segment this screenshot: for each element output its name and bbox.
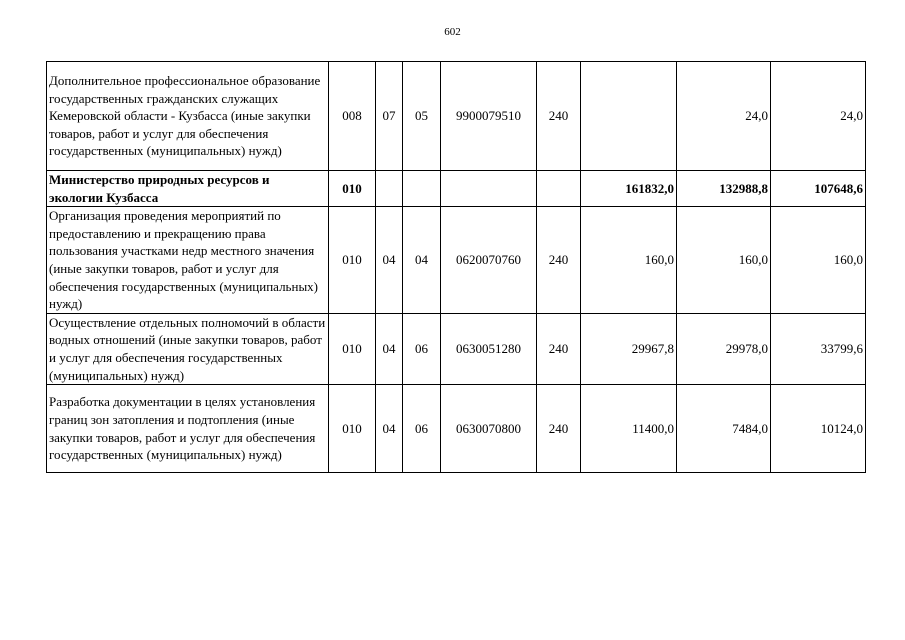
cell-subsection: 04 [403,207,441,314]
cell-expense-type: 240 [537,62,581,171]
cell-subsection: 05 [403,62,441,171]
cell-amount-year2: 7484,0 [677,385,771,473]
cell-name: Разработка документации в целях установления границ зон затопления и подтопления (иные закупки товаров, работ и услуг для обеспечения государственных (муниципальных) нужд) [47,385,329,473]
cell-expense-type: 240 [537,313,581,384]
cell-ministry-code: 010 [329,313,376,384]
table-row [47,313,866,384]
cell-expense-type: 240 [537,385,581,473]
cell-ministry-code: 010 [329,385,376,473]
cell-amount-year3: 24,0 [771,62,866,171]
cell-target-article: 9900079510 [441,62,537,171]
cell-subsection: 06 [403,313,441,384]
cell-amount-year1 [581,62,677,171]
cell-subsection [403,171,441,207]
cell-amount-year3: 160,0 [771,207,866,314]
cell-name: Осуществление отдельных полномочий в области водных отношений (иные закупки товаров, работ и услуг для обеспечения государственных (муниципальных) нужд) [47,313,329,384]
table-row-ministry-total [47,171,866,207]
table-row [47,62,866,171]
cell-amount-year3: 33799,6 [771,313,866,384]
page-number: 602 [444,26,461,38]
cell-amount-year1: 11400,0 [581,385,677,473]
cell-amount-year1: 29967,8 [581,313,677,384]
cell-section [376,171,403,207]
cell-name: Министерство природных ресурсов и экологии Кузбасса [47,171,329,207]
cell-amount-year1: 160,0 [581,207,677,314]
table-row [47,385,866,473]
cell-amount-year2: 24,0 [677,62,771,171]
cell-target-article: 0630070800 [441,385,537,473]
budget-table [46,61,866,473]
cell-section: 04 [376,385,403,473]
cell-amount-year3: 10124,0 [771,385,866,473]
cell-amount-year2: 29978,0 [677,313,771,384]
cell-amount-year1: 161832,0 [581,171,677,207]
cell-target-article: 0630051280 [441,313,537,384]
cell-section: 04 [376,313,403,384]
table-row [47,207,866,314]
cell-target-article: 0620070760 [441,207,537,314]
cell-ministry-code: 010 [329,171,376,207]
cell-section: 04 [376,207,403,314]
cell-expense-type [537,171,581,207]
cell-ministry-code: 010 [329,207,376,314]
cell-target-article [441,171,537,207]
cell-amount-year2: 160,0 [677,207,771,314]
cell-subsection: 06 [403,385,441,473]
cell-amount-year3: 107648,6 [771,171,866,207]
cell-name: Организация проведения мероприятий по предоставлению и прекращению права пользования участками недр местного значения (иные закупки товаров, работ и услуг для обеспечения государственных (муниципальных) нужд) [47,207,329,314]
cell-ministry-code: 008 [329,62,376,171]
cell-amount-year2: 132988,8 [677,171,771,207]
cell-section: 07 [376,62,403,171]
cell-name: Дополнительное профессиональное образование государственных гражданских служащих Кемеровской области - Кузбасса (иные закупки товаров, работ и услуг для обеспечения государственных (муниципальных) нужд) [47,62,329,171]
cell-expense-type: 240 [537,207,581,314]
